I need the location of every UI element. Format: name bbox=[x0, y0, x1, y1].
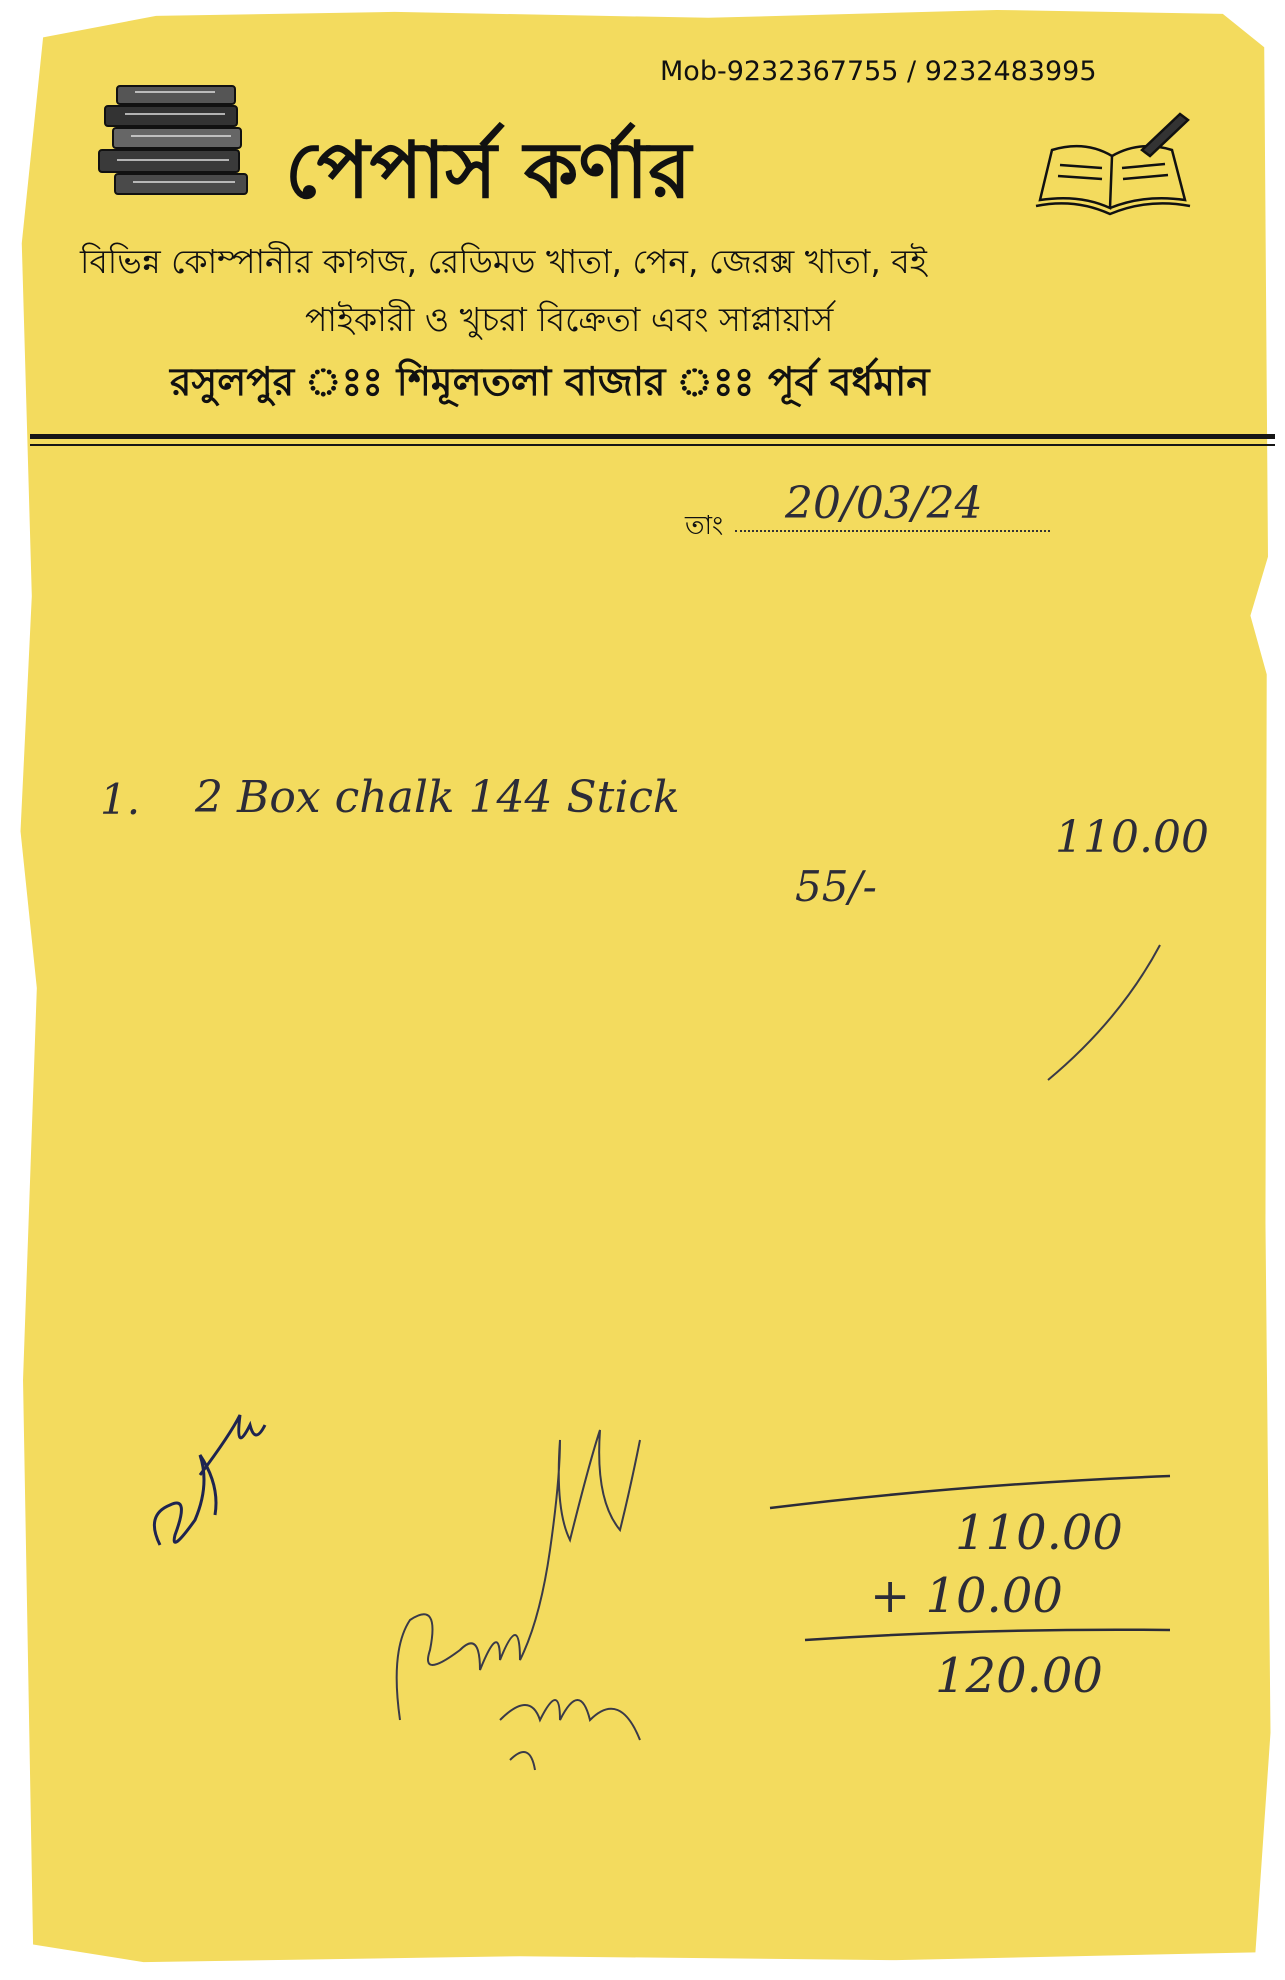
open-book-pen-icon bbox=[1030, 110, 1195, 220]
total-value: 120.00 bbox=[935, 1648, 1103, 1704]
item-description: 2 Box chalk 144 Stick bbox=[195, 772, 680, 823]
tagline-products: বিভিন্ন কোম্পানীর কাগজ, রেডিমড খাতা, পেন, জেরক্স খাতা, বই bbox=[80, 242, 927, 281]
tagline-seller: পাইকারী ও খুচরা বিক্রেতা এবং সাপ্লায়ার্স bbox=[305, 300, 834, 339]
books-icon bbox=[95, 78, 270, 200]
header-divider-thin bbox=[30, 444, 1275, 446]
date-value: 20/03/24 bbox=[785, 478, 983, 529]
header-divider bbox=[30, 434, 1275, 439]
shop-address: রসুলপুর ঃঃ শিমূলতলা বাজার ঃঃ পূর্ব বর্ধমান bbox=[170, 360, 930, 405]
date-label: তাং bbox=[685, 511, 724, 541]
item-amount: 110.00 bbox=[1055, 812, 1209, 863]
shop-name: পেপার্স কর্ণার bbox=[285, 126, 692, 216]
extra-charge-value: + 10.00 bbox=[870, 1568, 1063, 1624]
item-number: 1. bbox=[100, 775, 141, 824]
signature-left bbox=[140, 1395, 270, 1565]
pen-stroke bbox=[1040, 940, 1180, 1090]
date-dotted-line bbox=[735, 530, 1050, 532]
signature-paid bbox=[390, 1420, 690, 1780]
item-rate: 55/- bbox=[795, 862, 877, 911]
subtotal-value: 110.00 bbox=[955, 1505, 1123, 1561]
mobile-numbers: Mob-9232367755 / 9232483995 bbox=[660, 56, 1097, 87]
